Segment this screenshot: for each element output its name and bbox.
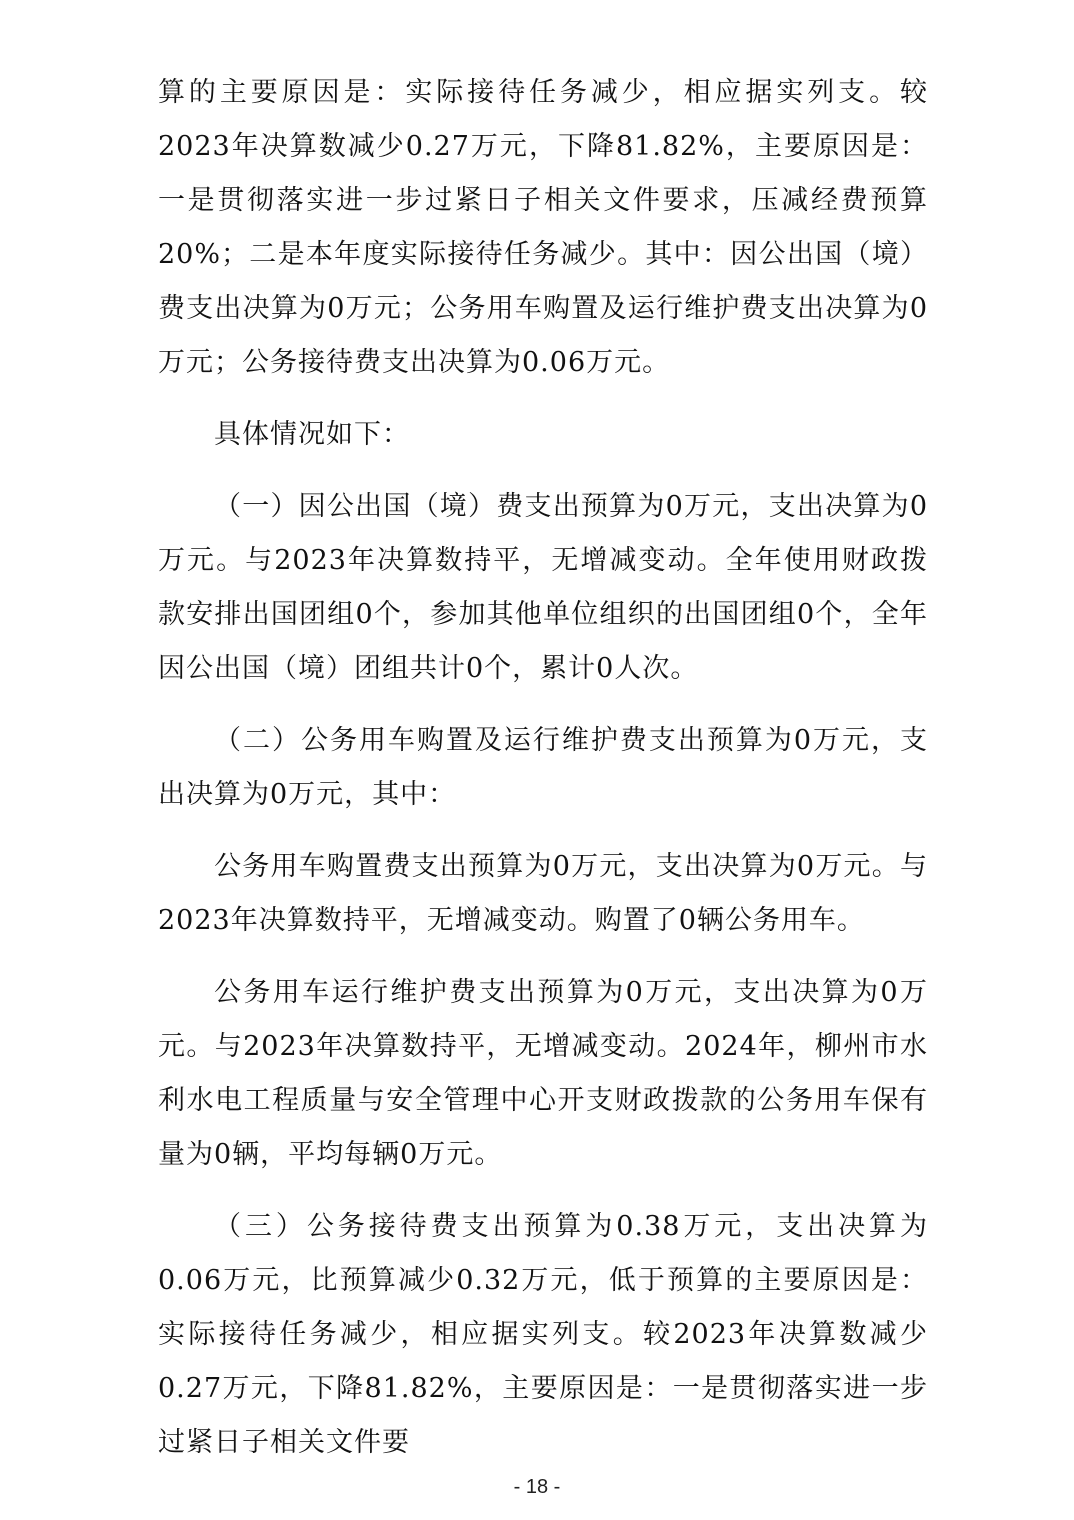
- paragraph-details-intro: 具体情况如下：: [214, 419, 410, 450]
- paragraph-continuation: 算的主要原因是：实际接待任务减少，相应据实列支。较2023年决算数减少0.27万元，下降81.82%，主要原因是：一是贯彻落实进一步过紧日子相关文件要求，压减经费预算20%；二是本年度实际接待任务减少。其中：因公出国（境）费支出决算为0万元；公务用车购置及运行维护费支出决算为0万元；公务接待费支出决算为0.06万元。: [158, 77, 928, 378]
- paragraph-vehicle-maintenance: 公务用车运行维护费支出预算为0万元，支出决算为0万元。与2023年决算数持平，无增减变动。2024年，柳州市水利水电工程质量与安全管理中心开支财政拨款的公务用车保有量为0辆，平均每辆0万元。: [158, 977, 928, 1170]
- paragraph-section-one: （一）因公出国（境）费支出预算为0万元，支出决算为0万元。与2023年决算数持平，无增减变动。全年使用财政拨款安排出国团组0个，参加其他单位组织的出国团组0个，全年因公出国（境）团组共计0个，累计0人次。: [158, 491, 928, 684]
- paragraph-section-two: （二）公务用车购置及运行维护费支出预算为0万元，支出决算为0万元，其中：: [158, 725, 928, 810]
- page-number: - 18 -: [513, 1476, 561, 1498]
- paragraph-vehicle-purchase: 公务用车购置费支出预算为0万元，支出决算为0万元。与2023年决算数持平，无增减变动。购置了0辆公务用车。: [158, 851, 928, 936]
- paragraph-section-three: （三）公务接待费支出预算为0.38万元，支出决算为0.06万元，比预算减少0.32万元，低于预算的主要原因是：实际接待任务减少，相应据实列支。较2023年决算数减少0.27万元，下降81.82%，主要原因是：一是贯彻落实进一步过紧日子相关文件要: [158, 1211, 928, 1458]
- document-body: [158, 66, 928, 1488]
